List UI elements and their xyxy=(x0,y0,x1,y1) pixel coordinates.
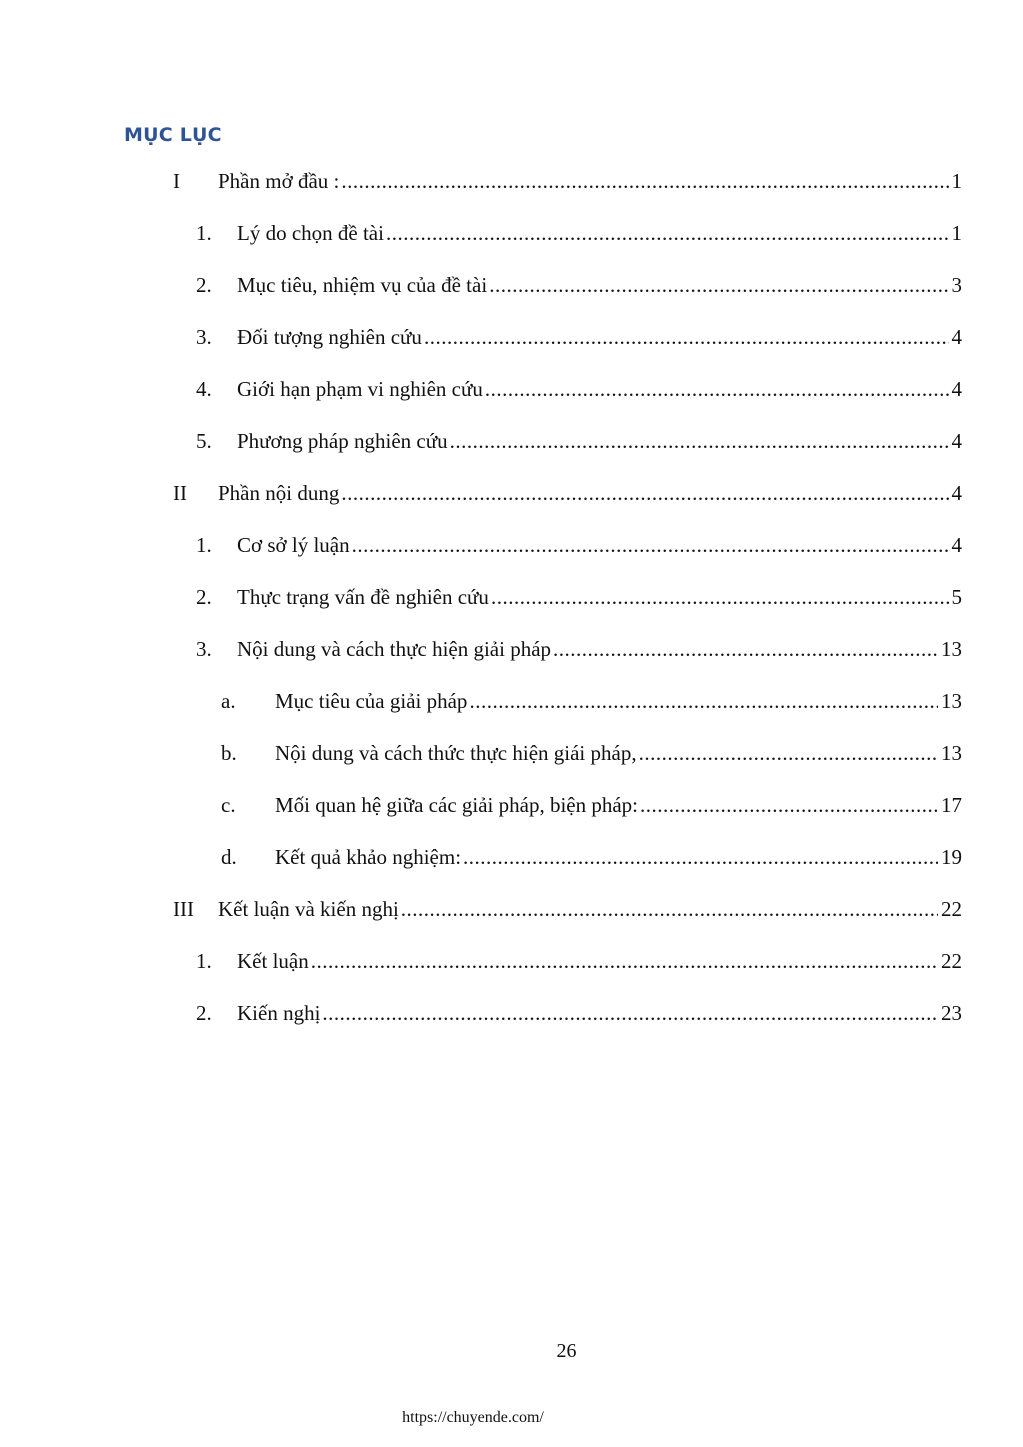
toc-dot-leader xyxy=(386,218,949,248)
toc-entry[interactable] xyxy=(0,218,1023,270)
toc-entry-line xyxy=(218,478,962,508)
page-number: 26 xyxy=(556,1340,577,1362)
toc-entry-number: 3. xyxy=(196,325,212,349)
toc-entry-number: 2. xyxy=(196,1001,212,1025)
toc-entry[interactable] xyxy=(0,166,1023,218)
toc-entry-text: Phần nội dung xyxy=(218,481,340,505)
toc-entry-text: Kết quả khảo nghiệm: xyxy=(275,845,462,869)
footer-url[interactable]: https://chuyende.com/ xyxy=(402,1409,544,1426)
toc-entry-number: c. xyxy=(221,793,236,817)
toc-entry-page: 22 xyxy=(941,897,962,921)
toc-entry-text: Kiến nghị xyxy=(237,1001,321,1025)
toc-entry-line xyxy=(237,374,962,404)
toc-entry-text: Kết luận xyxy=(237,949,309,973)
toc-entry-page: 13 xyxy=(941,637,962,661)
toc-entry-page: 4 xyxy=(951,429,962,453)
toc-entry-page: 4 xyxy=(951,481,962,505)
toc-entry-line xyxy=(275,738,962,768)
toc-entry-page: 1 xyxy=(951,221,962,245)
toc-entry-line xyxy=(275,790,962,820)
toc-dot-leader xyxy=(640,790,938,820)
toc-entry[interactable] xyxy=(0,894,1023,946)
toc-entry-text: Giới hạn phạm vi nghiên cứu xyxy=(237,377,483,401)
toc-entry-page: 13 xyxy=(941,689,962,713)
toc-entry[interactable] xyxy=(0,582,1023,634)
toc-entry-line xyxy=(237,530,962,560)
toc-entry[interactable] xyxy=(0,426,1023,478)
toc-entry-page: 1 xyxy=(951,169,962,193)
toc-dot-leader xyxy=(489,270,948,300)
toc-entry-page: 4 xyxy=(951,533,962,557)
toc-entry-text: Phương pháp nghiên cứu xyxy=(237,429,448,453)
toc-entry-text: Lý do chọn đề tài xyxy=(237,221,384,245)
toc-entry[interactable] xyxy=(0,686,1023,738)
toc-entry-line xyxy=(237,634,962,664)
toc-dot-leader xyxy=(401,894,938,924)
toc-entry[interactable] xyxy=(0,634,1023,686)
toc-dot-leader xyxy=(450,426,949,456)
toc-entry-line xyxy=(237,582,962,612)
toc-entry-text: Phần mở đầu : xyxy=(218,169,340,193)
toc-entry-page: 19 xyxy=(941,845,962,869)
toc-entry-text: Kết luận và kiến nghị xyxy=(218,897,399,921)
toc-entry[interactable] xyxy=(0,322,1023,374)
toc-entry-line xyxy=(237,218,962,248)
toc-entry-line xyxy=(237,426,962,456)
toc-entry-page: 17 xyxy=(941,793,962,817)
toc-entry-line xyxy=(218,894,962,924)
toc-entry-number: d. xyxy=(221,845,237,869)
toc-entry-page: 23 xyxy=(941,1001,962,1025)
toc-entry-number: 1. xyxy=(196,949,212,973)
toc-dot-leader xyxy=(322,998,938,1028)
toc-entry-text: Nội dung và cách thực hiện giải pháp xyxy=(237,637,552,661)
toc-entry[interactable] xyxy=(0,842,1023,894)
toc-entry-page: 3 xyxy=(951,273,962,297)
toc-dot-leader xyxy=(553,634,938,664)
toc-entry-page: 4 xyxy=(951,377,962,401)
toc-dot-leader xyxy=(311,946,938,976)
toc-dot-leader xyxy=(469,686,938,716)
toc-entry-text: Mục tiêu, nhiệm vụ của đề tài xyxy=(237,273,488,297)
toc-entry-number: III xyxy=(173,897,194,921)
toc-title: MỤC LỤC xyxy=(124,124,222,146)
toc-dot-leader xyxy=(639,738,938,768)
toc-entry-text: Cơ sở lý luận xyxy=(237,533,350,557)
toc-entry-page: 4 xyxy=(951,325,962,349)
toc-entry[interactable] xyxy=(0,738,1023,790)
toc-entry-number: I xyxy=(173,169,180,193)
toc-dot-leader xyxy=(341,478,948,508)
toc-entry-line xyxy=(275,842,962,872)
toc-entry-number: 5. xyxy=(196,429,212,453)
toc-entry[interactable] xyxy=(0,998,1023,1050)
toc-entry-number: b. xyxy=(221,741,237,765)
toc-dot-leader xyxy=(341,166,948,196)
toc-entry-line xyxy=(237,946,962,976)
toc-entry-text: Đối tượng nghiên cứu xyxy=(237,325,422,349)
toc-entry[interactable] xyxy=(0,270,1023,322)
toc-entry-number: 1. xyxy=(196,533,212,557)
toc-entry-text: Mối quan hệ giữa các giải pháp, biện pháp: xyxy=(275,793,639,817)
toc-entry-line xyxy=(275,686,962,716)
toc-entry-number: 3. xyxy=(196,637,212,661)
toc-dot-leader xyxy=(424,322,949,352)
toc-entry[interactable] xyxy=(0,374,1023,426)
toc-entry-line xyxy=(237,270,962,300)
toc-entry-page: 13 xyxy=(941,741,962,765)
toc-entry-line xyxy=(237,998,962,1028)
toc-entry[interactable] xyxy=(0,530,1023,582)
toc-entry-number: 2. xyxy=(196,585,212,609)
toc-entry[interactable] xyxy=(0,478,1023,530)
toc-entry-number: II xyxy=(173,481,187,505)
toc-dot-leader xyxy=(491,582,949,612)
toc-entry-page: 22 xyxy=(941,949,962,973)
toc-entry-line xyxy=(218,166,962,196)
toc-entry-line xyxy=(237,322,962,352)
toc-entry-number: a. xyxy=(221,689,236,713)
toc-entry[interactable] xyxy=(0,946,1023,998)
toc-entry-text: Thực trạng vấn đề nghiên cứu xyxy=(237,585,489,609)
toc-dot-leader xyxy=(463,842,938,872)
toc-dot-leader xyxy=(485,374,949,404)
toc-entry-page: 5 xyxy=(951,585,962,609)
toc-entry-text: Nội dung và cách thức thực hiện giái pháp, xyxy=(275,741,637,765)
toc-entry-text: Mục tiêu của giải pháp xyxy=(275,689,468,713)
toc-entry-number: 1. xyxy=(196,221,212,245)
toc-dot-leader xyxy=(352,530,949,560)
toc-entry[interactable] xyxy=(0,790,1023,842)
table-of-contents xyxy=(0,166,1023,1050)
toc-entry-number: 2. xyxy=(196,273,212,297)
toc-entry-number: 4. xyxy=(196,377,212,401)
